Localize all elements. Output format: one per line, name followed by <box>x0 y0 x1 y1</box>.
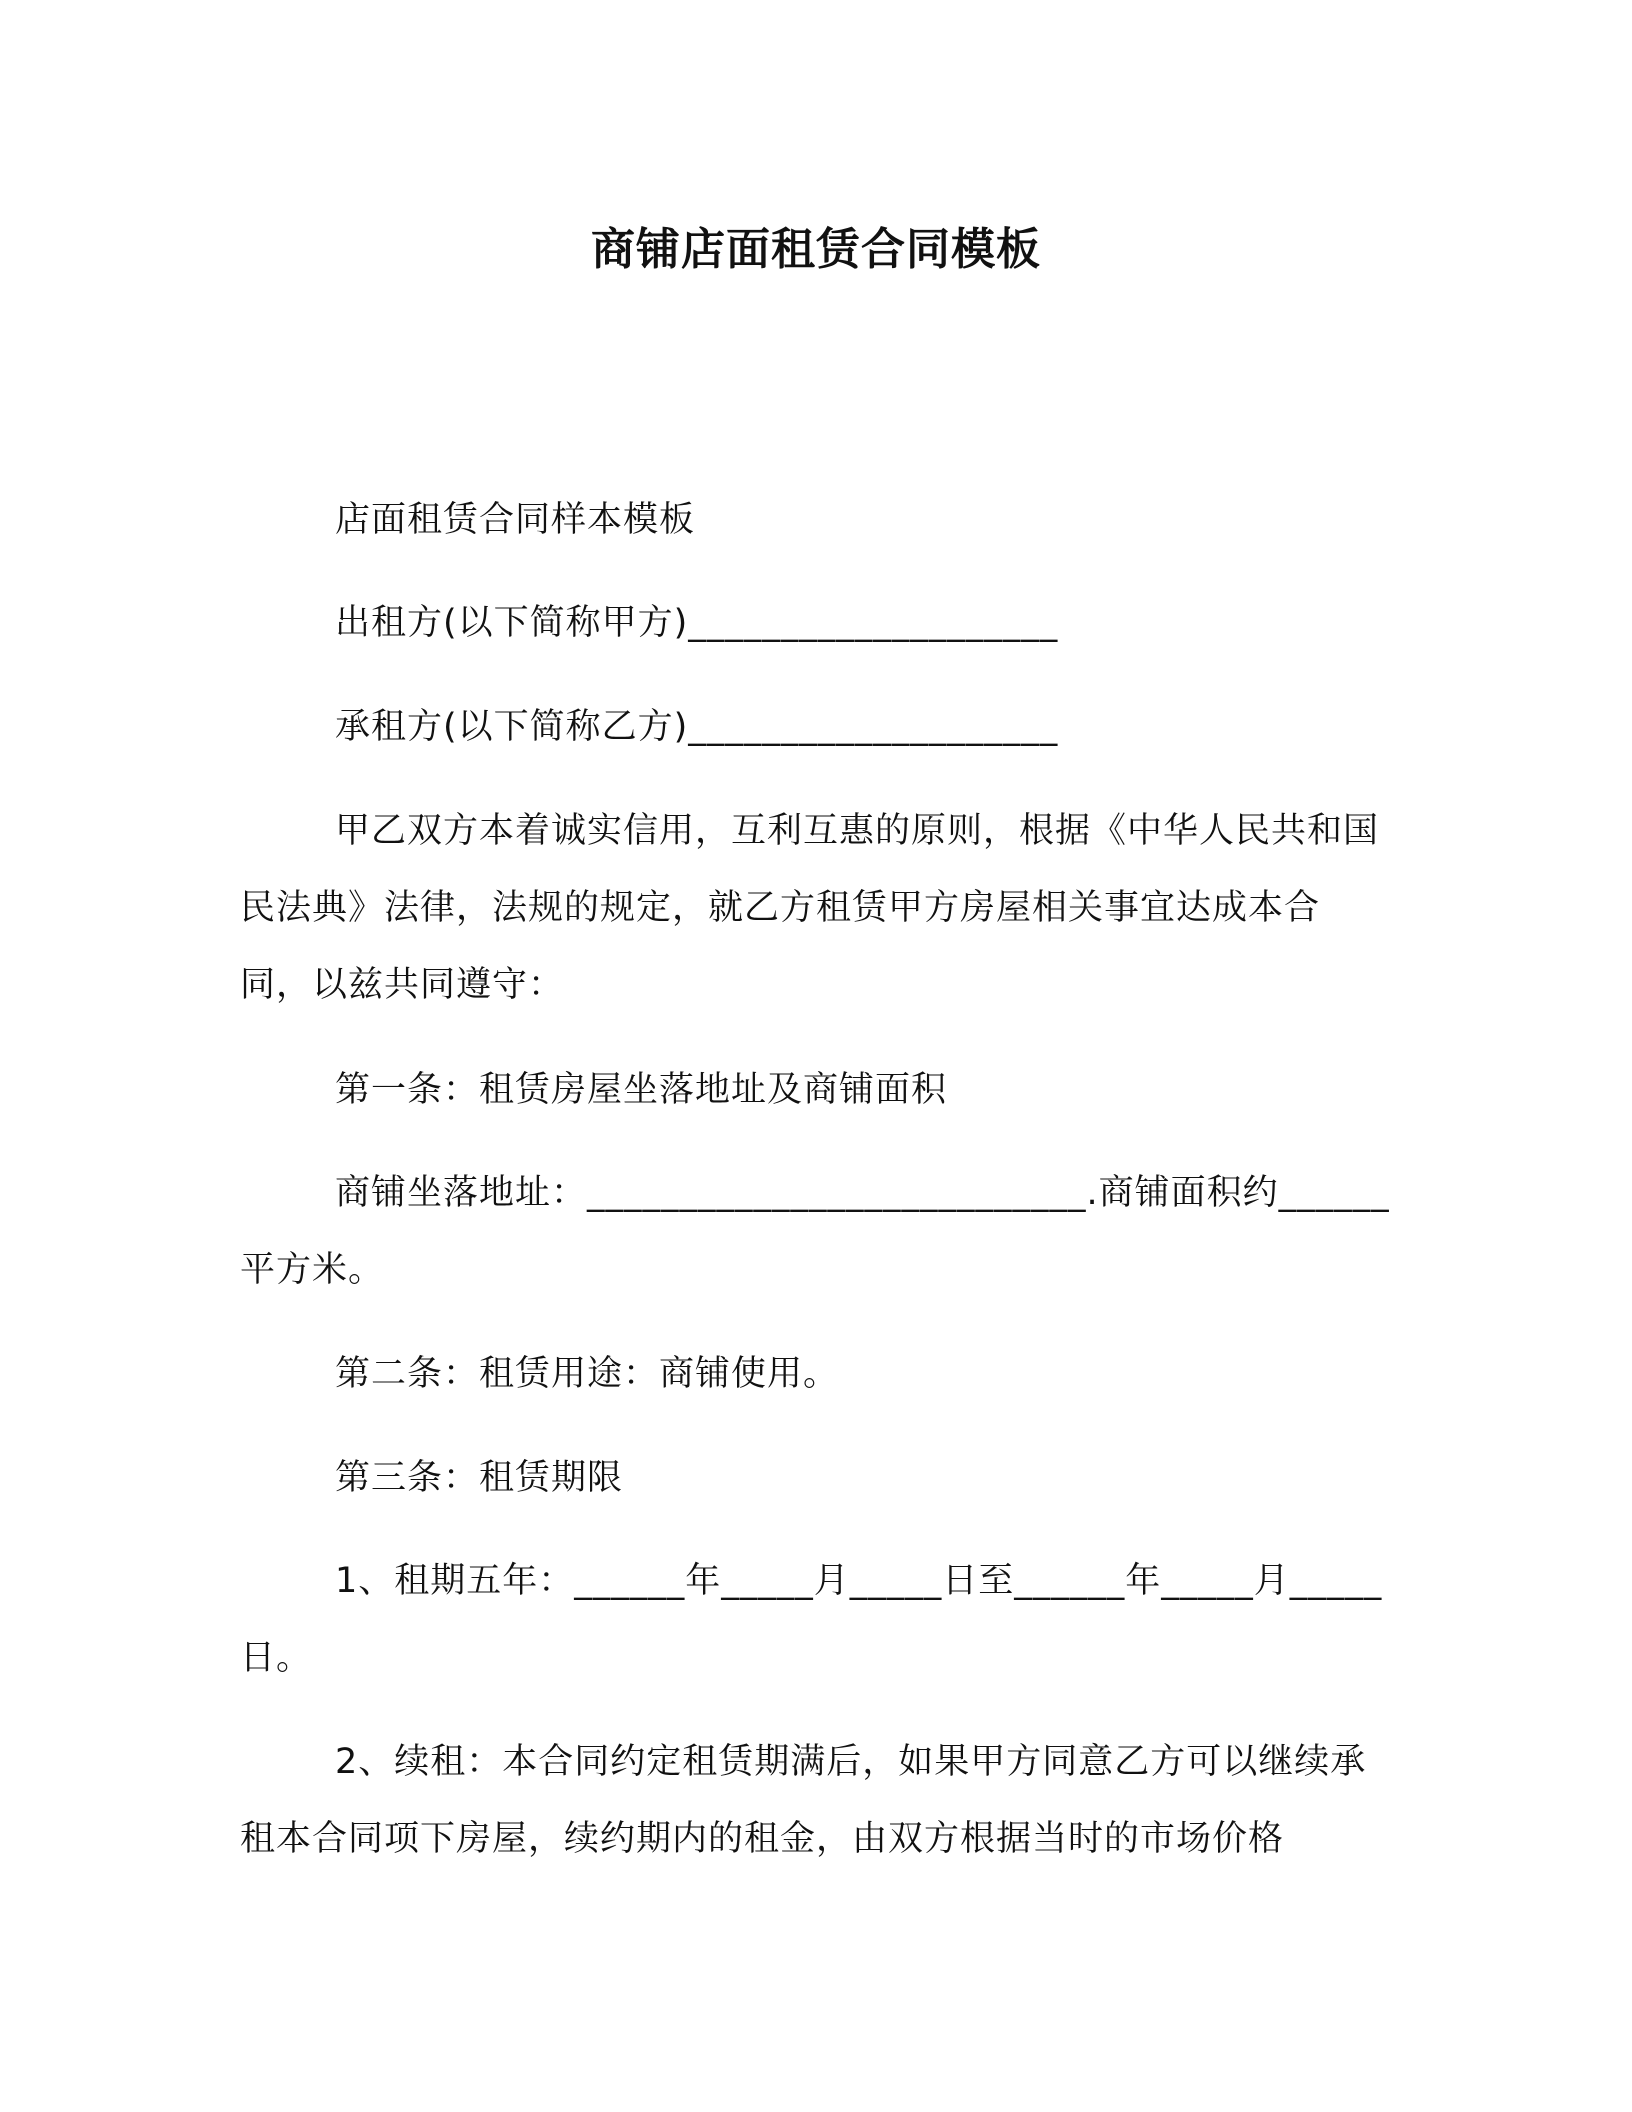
document-title: 商铺店面租赁合同模板 <box>591 224 1041 275</box>
article-one-heading: 第一条：租赁房屋坐落地址及商铺面积 <box>335 1070 948 1110</box>
paragraph-preamble: 甲乙双方本着诚实信用，互利互惠的原则，根据《中华人民共和国民法典》法律，法规的规定，就乙方租赁甲方房屋相关事宜达成本合同，以兹共同遵守： <box>240 811 1380 1005</box>
paragraph-shop-address: 商铺坐落地址：___________________________.商铺面积约______平方米。 <box>240 1173 1390 1290</box>
paragraph-lease-term: 1、租期五年：______年_____月_____日至______年_____月_____日。 <box>240 1561 1383 1678</box>
paragraph-sample-template: 店面租赁合同样本模板 <box>335 500 696 540</box>
paragraph-lessor: 出租方(以下简称甲方)____________________ <box>335 603 1059 643</box>
article-two-heading: 第二条：租赁用途：商铺使用。 <box>335 1354 840 1394</box>
paragraph-lessee: 承租方(以下简称乙方)____________________ <box>335 707 1059 747</box>
article-three-heading: 第三条：租赁期限 <box>335 1458 624 1498</box>
paragraph-renewal: 2、续租：本合同约定租赁期满后，如果甲方同意乙方可以继续承租本合同项下房屋，续约期内的租金，由双方根据当时的市场价格 <box>240 1742 1367 1859</box>
